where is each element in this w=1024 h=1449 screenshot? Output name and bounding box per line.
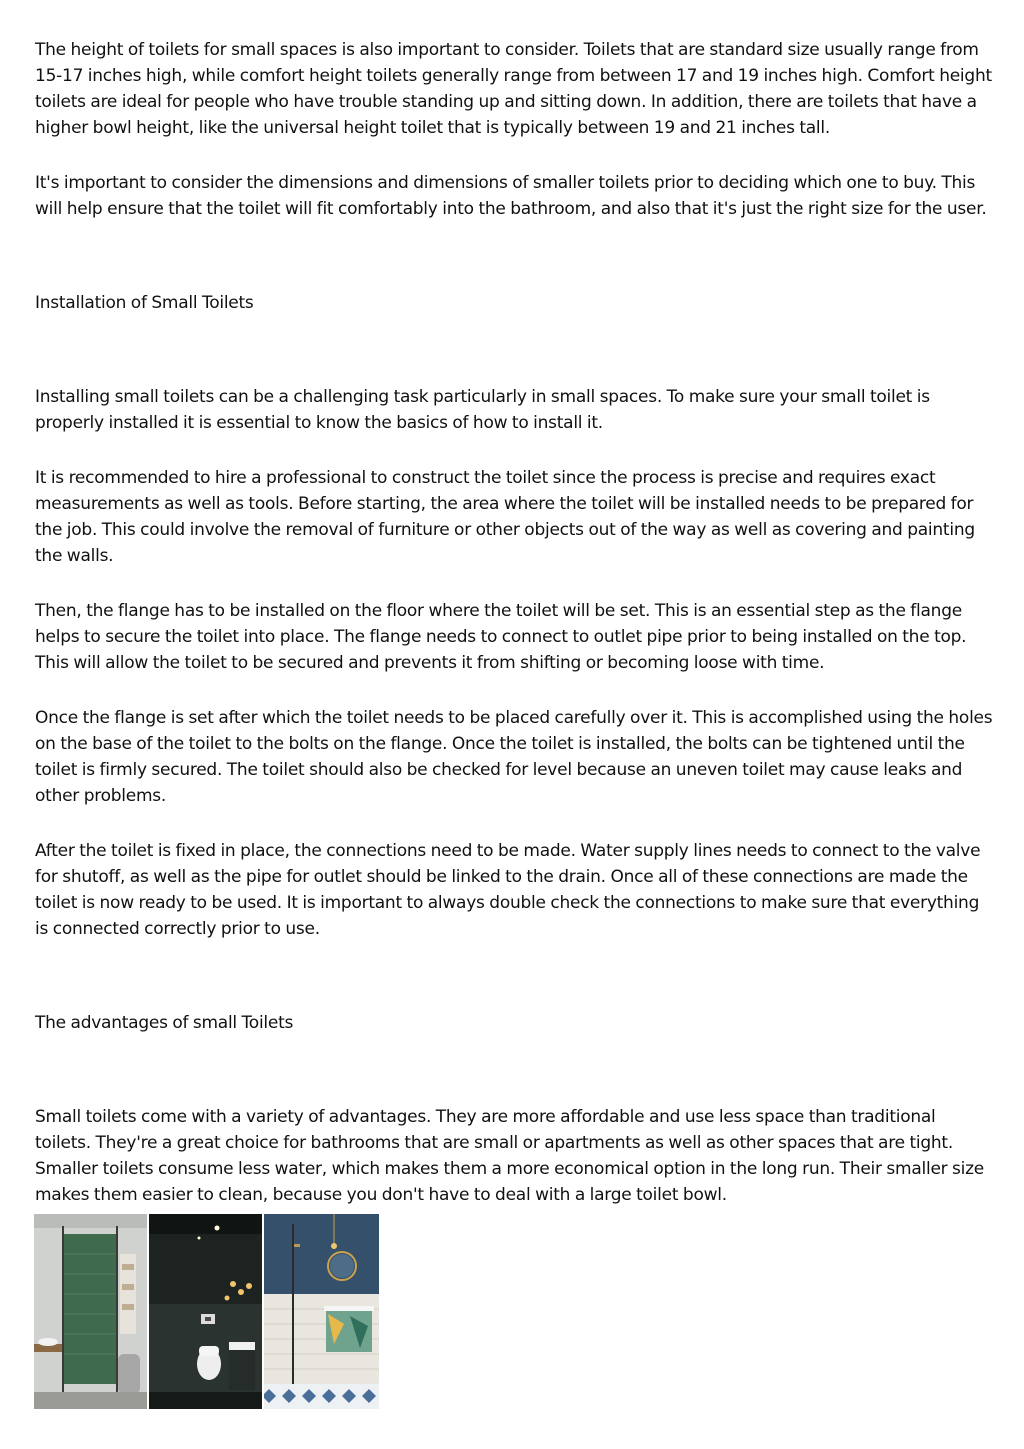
paragraph-placing-toilet: Once the flange is set after which the toilet needs to be placed carefully over it. This is accomplished using the holes on the base of the toilet to the bolts on the flange. Once the toilet is installed, the bolts can be tightened until the toilet is firmly secured. The toilet should also be checked for level because an uneven toilet may cause leaks and other problems. [35, 708, 993, 806]
paragraph-connections: After the toilet is fixed in place, the connections need to be made. Water supply lines needs to connect to the valve for shutoff, as well as the pipe for outlet should be linked to the drain. Once all of these connections are made the toilet is now ready to be used. It is important to always double check the connections to make sure that everything is connected correctly prior to use. [35, 841, 981, 939]
section-heading-advantages: The advantages of small Toilets [35, 1013, 294, 1033]
paragraph-hire-professional: It is recommended to hire a professional to construct the toilet since the process is precise and requires exact measurements as well as tools. Before starting, the area where the toilet will be installed needs to be prepared for the job. This could involve the removal of furniture or other objects out of the way as well as covering and painting the walls. [35, 468, 975, 566]
paragraph-installing-intro: Installing small toilets can be a challenging task particularly in small spaces. To make sure your small toilet is properly installed it is essential to know the basics of how to install it. [35, 387, 930, 433]
paragraph-dimensions: It's important to consider the dimensions and dimensions of smaller toilets prior to deciding which one to buy. This will help ensure that the toilet will fit comfortably into the bathroom, and also that it's just the right size for the user. [35, 173, 987, 219]
paragraph-advantages: Small toilets come with a variety of advantages. They are more affordable and use less space than traditional toilets. They're a great choice for bathrooms that are small or apartments as well as other spaces that are tight. Smaller toilets consume less water, which makes them a more economical option in the long run. Their smaller size makes them easier to clean, because you don't have to deal with a large toilet bowl. [35, 1107, 985, 1205]
section-heading-installation: Installation of Small Toilets [35, 293, 254, 313]
bathroom-photo-green-shower [34, 1214, 147, 1409]
paragraph-flange: Then, the flange has to be installed on the floor where the toilet will be set. This is an essential step as the flange helps to secure the toilet into place. The flange needs to connect to outlet pipe prior to being installed on the top. This will allow the toilet to be secured and prevents it from shifting or becoming loose with time. [35, 601, 967, 673]
bathroom-photo-collage [34, 1214, 379, 1409]
paragraph-toilet-height: The height of toilets for small spaces is also important to consider. Toilets that are standard size usually range from 15-17 inches high, while comfort height toilets generally range from between 17 and 19 inches high. Comfort height toilets are ideal for people who have trouble standing up and sitting down. In addition, there are toilets that have a higher bowl height, like the universal height toilet that is typically between 19 and 21 inches tall. [35, 40, 992, 138]
article-body [35, 37, 995, 1208]
bathroom-photo-dark-toilet [149, 1214, 262, 1409]
bathroom-photo-blue-wall [264, 1214, 379, 1409]
